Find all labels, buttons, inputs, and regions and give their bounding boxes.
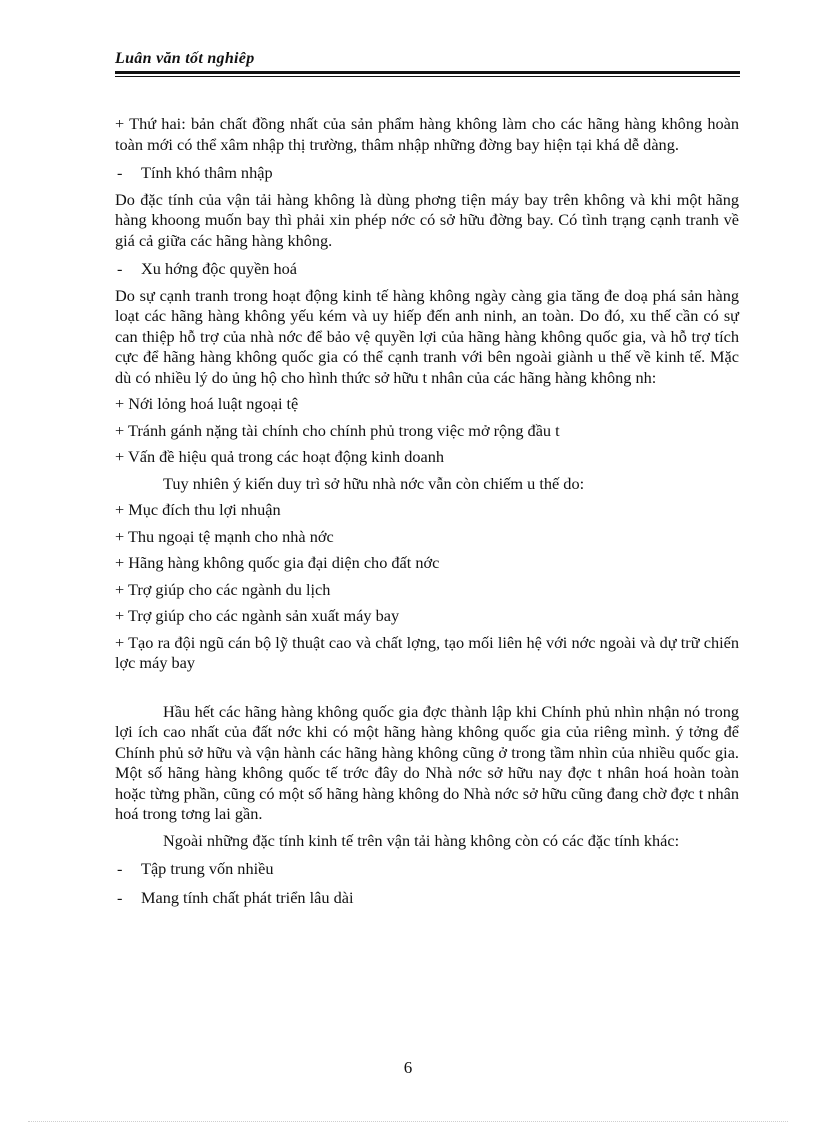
dash-item-text: Tính khó thâm nhập	[141, 163, 273, 182]
paragraph: Hầu hết các hãng hàng không quốc gia đợc thành lập khi Chính phủ nhìn nhận nó trong lợi ích cao nhất của đất nớc khi có một hãng hàng không quốc gia của riêng mình. ý tởng để Chính phủ sở hữu và vận hành các hãng hàng không cũng ở trong tầm nhìn của nhiều quốc gia. Một số hãng hàng không quốc tế trớc đây do Nhà nớc sở hữu nay đợc t nhân hoá hoàn toàn hoặc từng phần, cũng có một số hãng hàng không do Nhà nớc sở hữu cũng đang chờ đợc t nhân hoá trong tơng lai gần.	[115, 701, 739, 823]
plus-item: + Hãng hàng không quốc gia đại diện cho đất nớc	[115, 553, 440, 572]
plus-item: + Vấn đề hiệu quả trong các hoạt động kinh doanh	[115, 447, 444, 466]
dash-item	[115, 163, 739, 184]
page-header	[115, 50, 740, 68]
header-rule-thin	[115, 76, 740, 77]
paragraph: Do đặc tính của vận tải hàng không là dùng phơng tiện máy bay trên không và khi một hãng hàng khoong muốn bay thì phải xin phép nớc có sở hữu đờng bay. Có tình trạng cạnh tranh về giá cả giữa các hãng hàng không.	[115, 189, 739, 250]
document-body	[115, 114, 739, 908]
header-title: Luân văn tốt nghiêp	[115, 50, 255, 67]
plus-item: + Mục đích thu lợi nhuận	[115, 500, 281, 519]
dash-bullet: -	[117, 259, 123, 278]
page-number: 6	[403, 1058, 413, 1077]
page-bottom-border	[28, 1121, 788, 1122]
paragraph: Do sự cạnh tranh trong hoạt động kinh tế hàng không ngày càng gia tăng đe doạ phá sản hàng loạt các hãng hàng không yếu kém và uy hiếp đến anh ninh, an toàn. Do đó, xu thế cần có sự can thiệp hỗ trợ của nhà nớc để bảo vệ quyền lợi của hãng hàng không quốc gia, và hỗ trợ tích cực để hãng hàng không quốc gia có thể cạnh tranh với bên ngoài giành u thế về kinh tế. Mặc dù có nhiều lý do ủng hộ cho hình thức sở hữu t nhân của các hãng hàng không nh:	[115, 285, 739, 387]
dash-item	[115, 888, 739, 909]
paragraph: Tuy nhiên ý kiến duy trì sở hữu nhà nớc vẫn còn chiếm u thế do:	[163, 473, 585, 493]
dash-bullet: -	[117, 859, 123, 878]
header-rule	[115, 71, 740, 74]
paragraph: + Thứ hai: bản chất đồng nhất của sản phẩm hàng không làm cho các hãng hàng không hoàn toàn mới có thể xâm nhập thị trường, thâm nhập những đờng bay hiện tại khá dễ dàng.	[115, 114, 739, 154]
dash-bullet: -	[117, 163, 123, 182]
plus-item: + Thu ngoại tệ mạnh cho nhà nớc	[115, 526, 334, 546]
plus-item: + Trợ giúp cho các ngành du lịch	[115, 579, 331, 599]
plus-item: + Nới lỏng hoá luật ngoại tệ	[115, 394, 299, 413]
dash-item	[115, 859, 739, 880]
plus-item: + Tạo ra đội ngũ cán bộ lỹ thuật cao và chất lợng, tạo mối liên hệ với nớc ngoài và dự trữ chiến lợc máy bay	[115, 632, 739, 672]
plus-item: + Tránh gánh nặng tài chính cho chính phủ trong việc mở rộng đầu t	[115, 420, 560, 440]
dash-item-text: Tập trung vốn nhiều	[141, 859, 274, 878]
dash-item-text: Xu hớng độc quyền hoá	[141, 259, 298, 278]
dash-bullet: -	[117, 887, 123, 907]
dash-item-text: Mang tính chất phát triển lâu dài	[141, 887, 354, 907]
plus-item: + Trợ giúp cho các ngành sản xuất máy bay	[115, 606, 400, 625]
paragraph: Ngoài những đặc tính kinh tế trên vận tải hàng không còn có các đặc tính khác:	[163, 830, 680, 850]
spacer	[115, 674, 739, 702]
dash-item	[115, 259, 739, 280]
